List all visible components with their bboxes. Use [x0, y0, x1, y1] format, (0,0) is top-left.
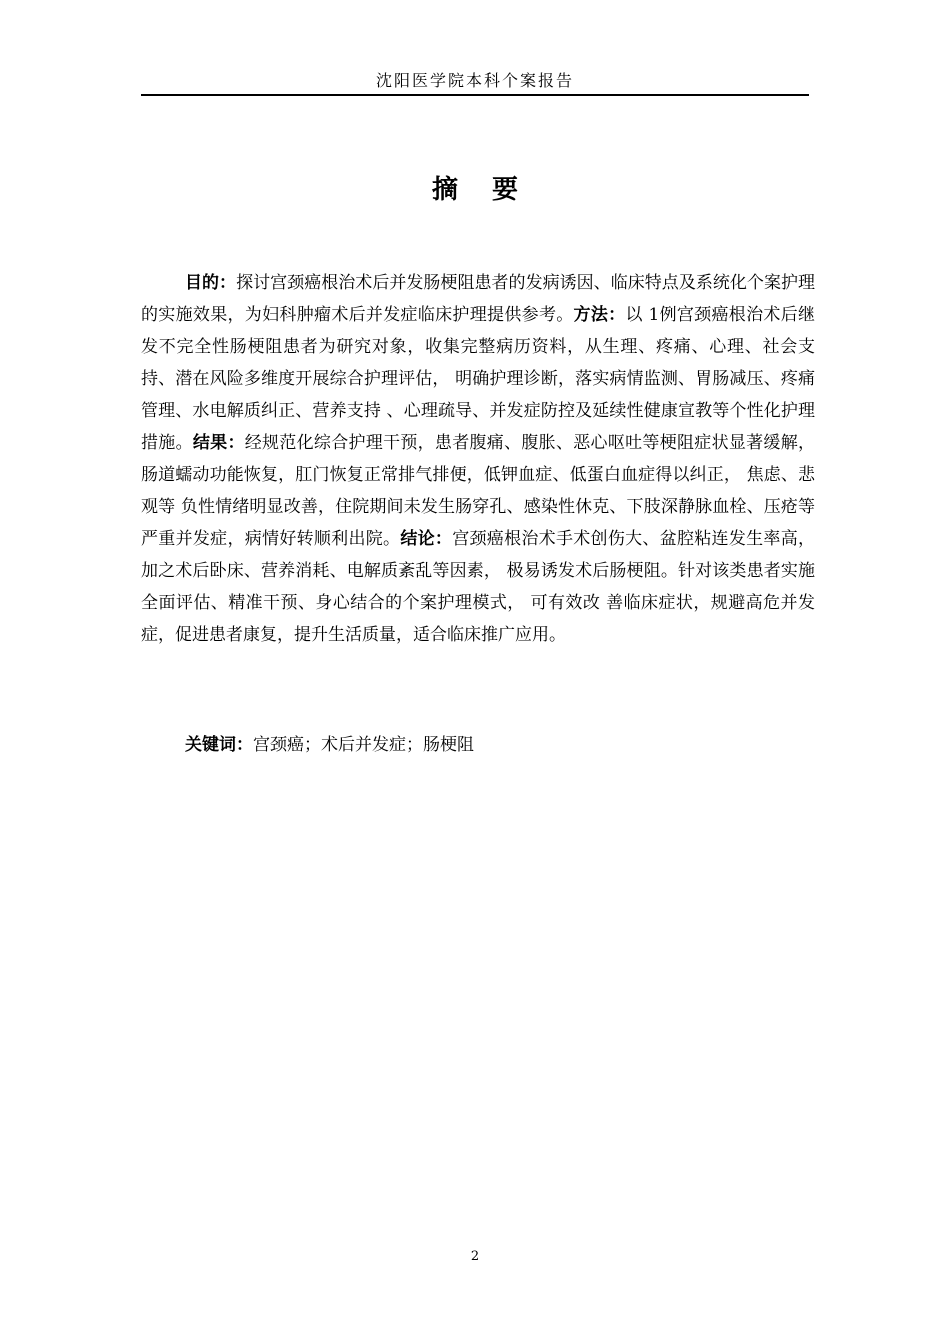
page-title-part1: 摘	[431, 175, 458, 205]
method-text: 以 1例宫颈癌根治术后继发不完全性肠梗阻患者为研究对象，收集完整病历资料，从生理、疼痛、心理、社会支持、潜在风险多维度开展综合护理评估， 明确护理诊断，落实病情监测、胃肠减压、疼痛管理、水电解质纠正、营养支持 、心理疏导、并发症防控及延续性健康宣教等个性化护理措施。	[141, 305, 815, 453]
keywords-text: 宫颈癌；术后并发症；肠梗阻	[253, 735, 474, 755]
result-label: 结果：	[192, 433, 245, 453]
conclusion-label: 结论：	[400, 529, 453, 549]
method-label: 方法：	[573, 305, 626, 325]
keywords-label: 关键词：	[185, 735, 253, 755]
page-title	[141, 172, 809, 208]
page-title-part2: 要	[492, 175, 519, 205]
page-header: 沈阳医学院本科个案报告	[375, 71, 574, 90]
keywords-line	[185, 729, 805, 761]
purpose-label: 目的：	[185, 273, 237, 293]
header-rule	[141, 94, 809, 96]
page-number: 2	[470, 1249, 480, 1264]
result-text: 经规范化综合护理干预，患者腹痛、腹胀、恶心呕吐等梗阻症状显著缓解， 肠道蠕动功能恢复，肛门恢复正常排气排便，低钾血症、低蛋白血症得以纠正， 焦虑、悲观等 负性情绪明显改善，住院期间未发生肠穿孔、感染性休克、下肢深静脉血栓、压疮等严重并发症，病情好转顺利出院。	[141, 433, 816, 549]
abstract-paragraph	[141, 267, 815, 651]
conclusion-text: 宫颈癌根治术手术创伤大、盆腔粘连发生率高，加之术后卧床、营养消耗、电解质紊乱等因素， 极易诱发术后肠梗阻。针对该类患者实施全面评估、精准干预、身心结合的个案护理模式， 可有效改 善临床症状，规避高危并发症，促进患者康复，提升生活质量，适合临床推广应用。	[141, 529, 816, 645]
purpose-text: 探讨宫颈癌根治术后并发肠梗阻患者的发病诱因、临床特点及系统化个案护理的实施效果，为妇科肿瘤术后并发症临床护理提供参考。	[141, 273, 816, 325]
